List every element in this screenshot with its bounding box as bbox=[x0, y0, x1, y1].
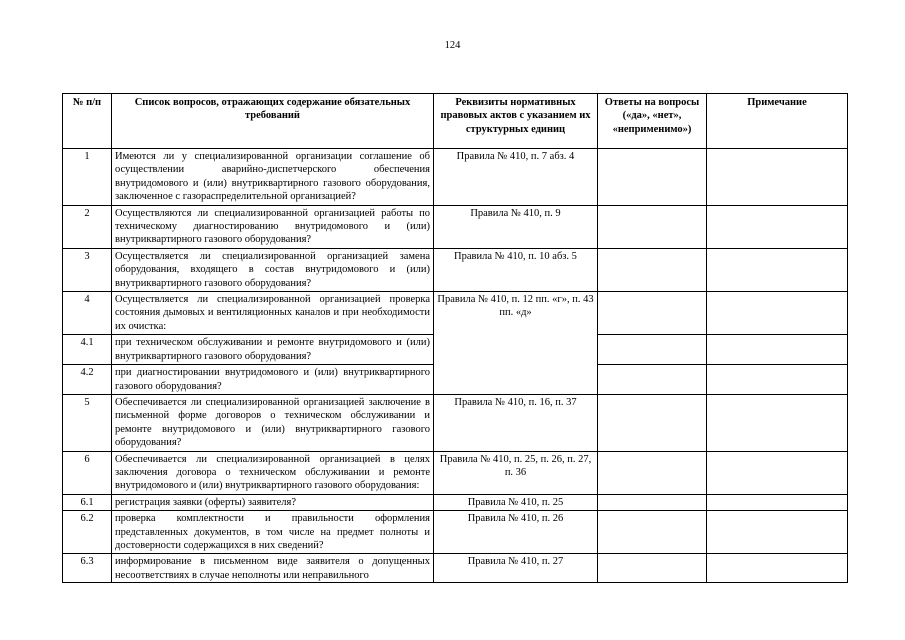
row-number: 4 bbox=[63, 292, 112, 335]
header-answers: Ответы на вопросы («да», «нет», «неприменимо») bbox=[598, 94, 707, 149]
row-answer-cell bbox=[598, 365, 707, 395]
row-answer-cell bbox=[598, 205, 707, 248]
header-note: Примечание bbox=[707, 94, 848, 149]
row-question: Имеются ли у специализированной организации соглашение об осуществлении аварийно-диспетчерского обеспечения внутридомового и (или) внутриквартирного газового оборудования, заключенное с газораспределительной организацией? bbox=[112, 149, 434, 206]
row-number: 4.2 bbox=[63, 365, 112, 395]
table-row bbox=[63, 394, 848, 451]
header-question: Список вопросов, отражающих содержание обязательных требований bbox=[112, 94, 434, 149]
row-number: 6.2 bbox=[63, 511, 112, 554]
row-note-cell bbox=[707, 149, 848, 206]
row-number: 1 bbox=[63, 149, 112, 206]
row-question: Осуществляется ли специализированной организацией проверка состояния дымовых и вентиляционных каналов и при необходимости их очистка: bbox=[112, 292, 434, 335]
row-note-cell bbox=[707, 365, 848, 395]
row-question: при диагностировании внутридомового и (или) внутриквартирного газового оборудования? bbox=[112, 365, 434, 395]
row-answer-cell bbox=[598, 335, 707, 365]
requirements-table bbox=[62, 93, 848, 583]
row-number: 4.1 bbox=[63, 335, 112, 365]
row-number: 6 bbox=[63, 451, 112, 494]
row-reference: Правила № 410, п. 12 пп. «г», п. 43 пп. «д» bbox=[434, 292, 598, 395]
row-note-cell bbox=[707, 451, 848, 494]
row-number: 3 bbox=[63, 248, 112, 291]
row-reference: Правила № 410, п. 25 bbox=[434, 494, 598, 510]
row-note-cell bbox=[707, 511, 848, 554]
row-reference: Правила № 410, п. 16, п. 37 bbox=[434, 394, 598, 451]
row-question bbox=[112, 554, 434, 583]
header-reference: Реквизиты нормативных правовых актов с указанием их структурных единиц bbox=[434, 94, 598, 149]
row-answer-cell bbox=[598, 248, 707, 291]
row-answer-cell bbox=[598, 511, 707, 554]
row-note-cell bbox=[707, 554, 848, 583]
table-row bbox=[63, 292, 848, 335]
row-note-cell bbox=[707, 205, 848, 248]
table-row bbox=[63, 248, 848, 291]
row-number: 6.3 bbox=[63, 554, 112, 583]
table-row bbox=[63, 149, 848, 206]
row-note-cell bbox=[707, 494, 848, 510]
table-row bbox=[63, 451, 848, 494]
table-row bbox=[63, 205, 848, 248]
row-answer-cell bbox=[598, 149, 707, 206]
row-number: 5 bbox=[63, 394, 112, 451]
page-number: 124 bbox=[444, 40, 461, 51]
row-reference: Правила № 410, п. 9 bbox=[434, 205, 598, 248]
row-question: Осуществляется ли специализированной организацией замена оборудования, входящего в состав внутридомового и (или) внутриквартирного газового оборудования? bbox=[112, 248, 434, 291]
row-answer-cell bbox=[598, 394, 707, 451]
row-question: Обеспечивается ли специализированной организацией заключение в письменной форме договоров о техническом обслуживании и ремонте внутридомового и (или) внутриквартирного газового оборудования? bbox=[112, 394, 434, 451]
table-row bbox=[63, 511, 848, 554]
row-question: Обеспечивается ли специализированной организацией в целях заключения договора о техническом обслуживании и ремонте внутридомового и (или) внутриквартирного газового оборудования: bbox=[112, 451, 434, 494]
row-note-cell bbox=[707, 292, 848, 335]
row-answer-cell bbox=[598, 554, 707, 583]
row-number: 2 bbox=[63, 205, 112, 248]
row-reference: Правила № 410, п. 26 bbox=[434, 511, 598, 554]
header-num: № п/п bbox=[63, 94, 112, 149]
row-answer-cell bbox=[598, 292, 707, 335]
table-row bbox=[63, 494, 848, 510]
table-row bbox=[63, 554, 848, 583]
row-question: проверка комплектности и правильности оформления представленных документов, в том числе на предмет полноты и достоверности содержащихся в них сведений? bbox=[112, 511, 434, 554]
row-answer-cell bbox=[598, 494, 707, 510]
row-note-cell bbox=[707, 335, 848, 365]
row-note-cell bbox=[707, 248, 848, 291]
table-header-row bbox=[63, 94, 848, 149]
row-reference: Правила № 410, п. 10 абз. 5 bbox=[434, 248, 598, 291]
row-question: при техническом обслуживании и ремонте внутридомового и (или) внутриквартирного газового оборудования? bbox=[112, 335, 434, 365]
row-answer-cell bbox=[598, 451, 707, 494]
row-question-text: информирование в письменном виде заявителя о допущенных несоответствиях в случае неполноты или неправильного bbox=[115, 556, 430, 581]
row-reference: Правила № 410, п. 7 абз. 4 bbox=[434, 149, 598, 206]
row-reference: Правила № 410, п. 27 bbox=[434, 554, 598, 583]
row-question: регистрация заявки (оферты) заявителя? bbox=[112, 494, 434, 510]
row-reference: Правила № 410, п. 25, п. 26, п. 27, п. 36 bbox=[434, 451, 598, 494]
row-number: 6.1 bbox=[63, 494, 112, 510]
row-note-cell bbox=[707, 394, 848, 451]
row-question: Осуществляются ли специализированной организацией работы по техническому диагностированию внутридомового и (или) внутриквартирного газового оборудования? bbox=[112, 205, 434, 248]
